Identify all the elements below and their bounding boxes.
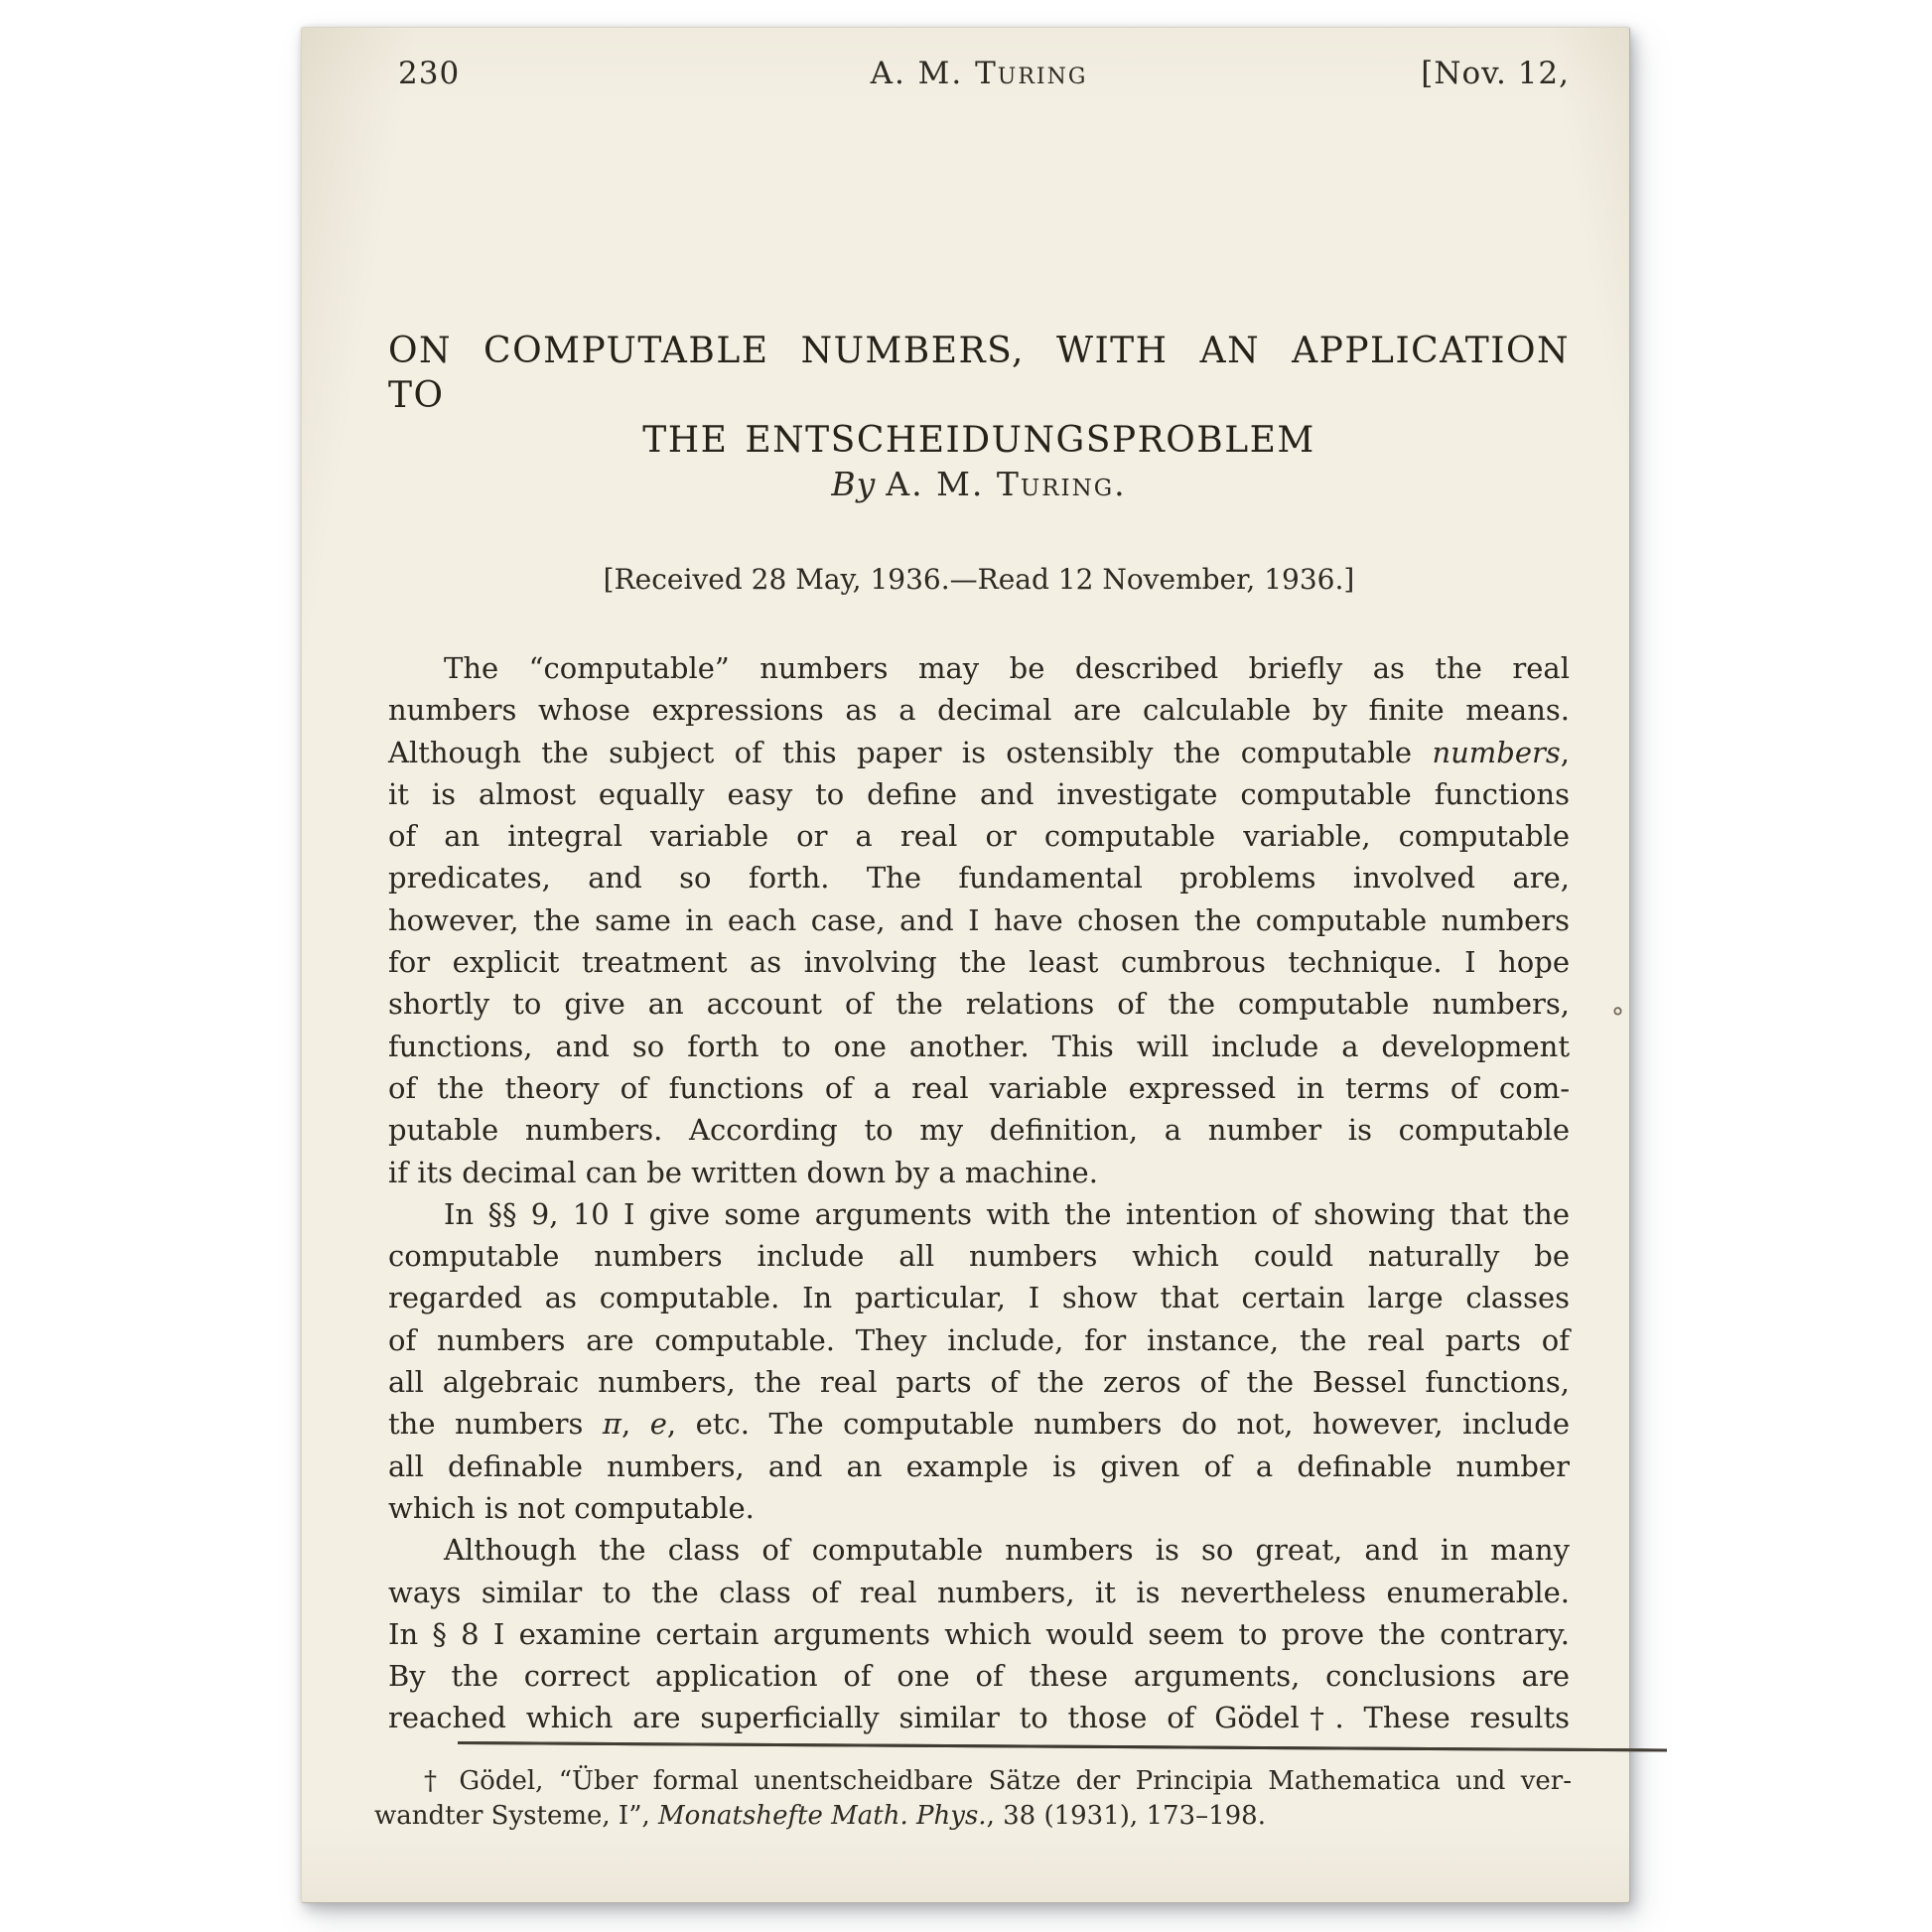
running-header bbox=[388, 54, 1570, 93]
text-line: all definable numbers, and an example is given of a definable number bbox=[388, 1449, 1570, 1483]
author-name: A. M. Turing. bbox=[886, 465, 1127, 503]
text-line: † Gödel, “Über formal unentscheidbare Sätze der Principia Mathematica und ver- bbox=[424, 1766, 1572, 1796]
text-line: By the correct application of one of these arguments, conclusions are bbox=[388, 1659, 1570, 1694]
text-line: of the theory of functions of a real variable expressed in terms of com- bbox=[388, 1070, 1570, 1105]
title-line-2: THE ENTSCHEIDUNGSPROBLEM bbox=[642, 420, 1315, 461]
issue-date-marker: [Nov. 12, bbox=[1421, 56, 1570, 91]
text-line: computable numbers include all numbers which could naturally be bbox=[388, 1239, 1570, 1274]
running-author: A. M. Turing bbox=[870, 56, 1088, 91]
text-line: all algebraic numbers, the real parts of the zeros of the Bessel functions, bbox=[388, 1365, 1570, 1400]
page-content bbox=[374, 28, 1572, 1902]
paper-page bbox=[301, 27, 1630, 1903]
text-line: In §§ 9, 10 I give some arguments with the intention of showing that the bbox=[444, 1196, 1570, 1231]
ink-speck: ° bbox=[1611, 1004, 1624, 1034]
footnote-rule bbox=[458, 1741, 1667, 1751]
text-line: In § 8 I examine certain arguments which would seem to prove the contrary. bbox=[388, 1616, 1570, 1651]
text-line: Although the subject of this paper is ostensibly the computable numbers, bbox=[388, 735, 1570, 769]
text-line: however, the same in each case, and I have chosen the computable numbers bbox=[388, 902, 1570, 937]
text-line: wandter Systeme, I”, Monatshefte Math. Phys., 38 (1931), 173–198. bbox=[374, 1801, 1266, 1831]
text-line: functions, and so forth to one another. This will include a development bbox=[388, 1029, 1570, 1063]
text-line: for explicit treatment as involving the least cumbrous technique. I hope bbox=[388, 945, 1570, 980]
text-line: shortly to give an account of the relations of the computable numbers, bbox=[388, 987, 1570, 1022]
byline bbox=[388, 465, 1570, 504]
text-line: the numbers π, e, etc. The computable numbers do not, however, include bbox=[388, 1407, 1571, 1442]
text-line: of an integral variable or a real or computable variable, computable bbox=[388, 819, 1570, 854]
title-line-1: ON COMPUTABLE NUMBERS, WITH AN APPLICATION TO bbox=[388, 331, 1570, 416]
text-line: reached which are superficially similar to those of Gödel†. These results bbox=[388, 1701, 1570, 1735]
text-line: putable numbers. According to my definition, a number is computable bbox=[388, 1113, 1570, 1148]
byline-prefix: By bbox=[831, 465, 877, 503]
article-body bbox=[388, 647, 1570, 1739]
text-line: ways similar to the class of real numbers, it is nevertheless enumerable. bbox=[388, 1575, 1570, 1609]
text-line: it is almost equally easy to define and investigate computable functions bbox=[388, 776, 1570, 811]
text-line: The “computable” numbers may be described briefly as the real bbox=[444, 651, 1570, 685]
text-line: numbers whose expressions as a decimal are calculable by finite means. bbox=[388, 693, 1570, 728]
footnote-text bbox=[374, 1764, 1572, 1834]
text-line: regarded as computable. In particular, I show that certain large classes bbox=[388, 1281, 1570, 1315]
article-title bbox=[388, 329, 1570, 463]
received-read-line: [Received 28 May, 1936.—Read 12 November, 1936.] bbox=[603, 563, 1355, 596]
text-line: if its decimal can be written down by a machine. bbox=[388, 1155, 1098, 1189]
page-number: 230 bbox=[398, 56, 461, 91]
text-line: of numbers are computable. They include, for instance, the real parts of bbox=[388, 1322, 1570, 1357]
text-line: predicates, and so forth. The fundamental problems involved are, bbox=[388, 861, 1570, 896]
text-line: Although the class of computable numbers is so great, and in many bbox=[444, 1533, 1570, 1568]
text-line: which is not computable. bbox=[388, 1490, 755, 1525]
